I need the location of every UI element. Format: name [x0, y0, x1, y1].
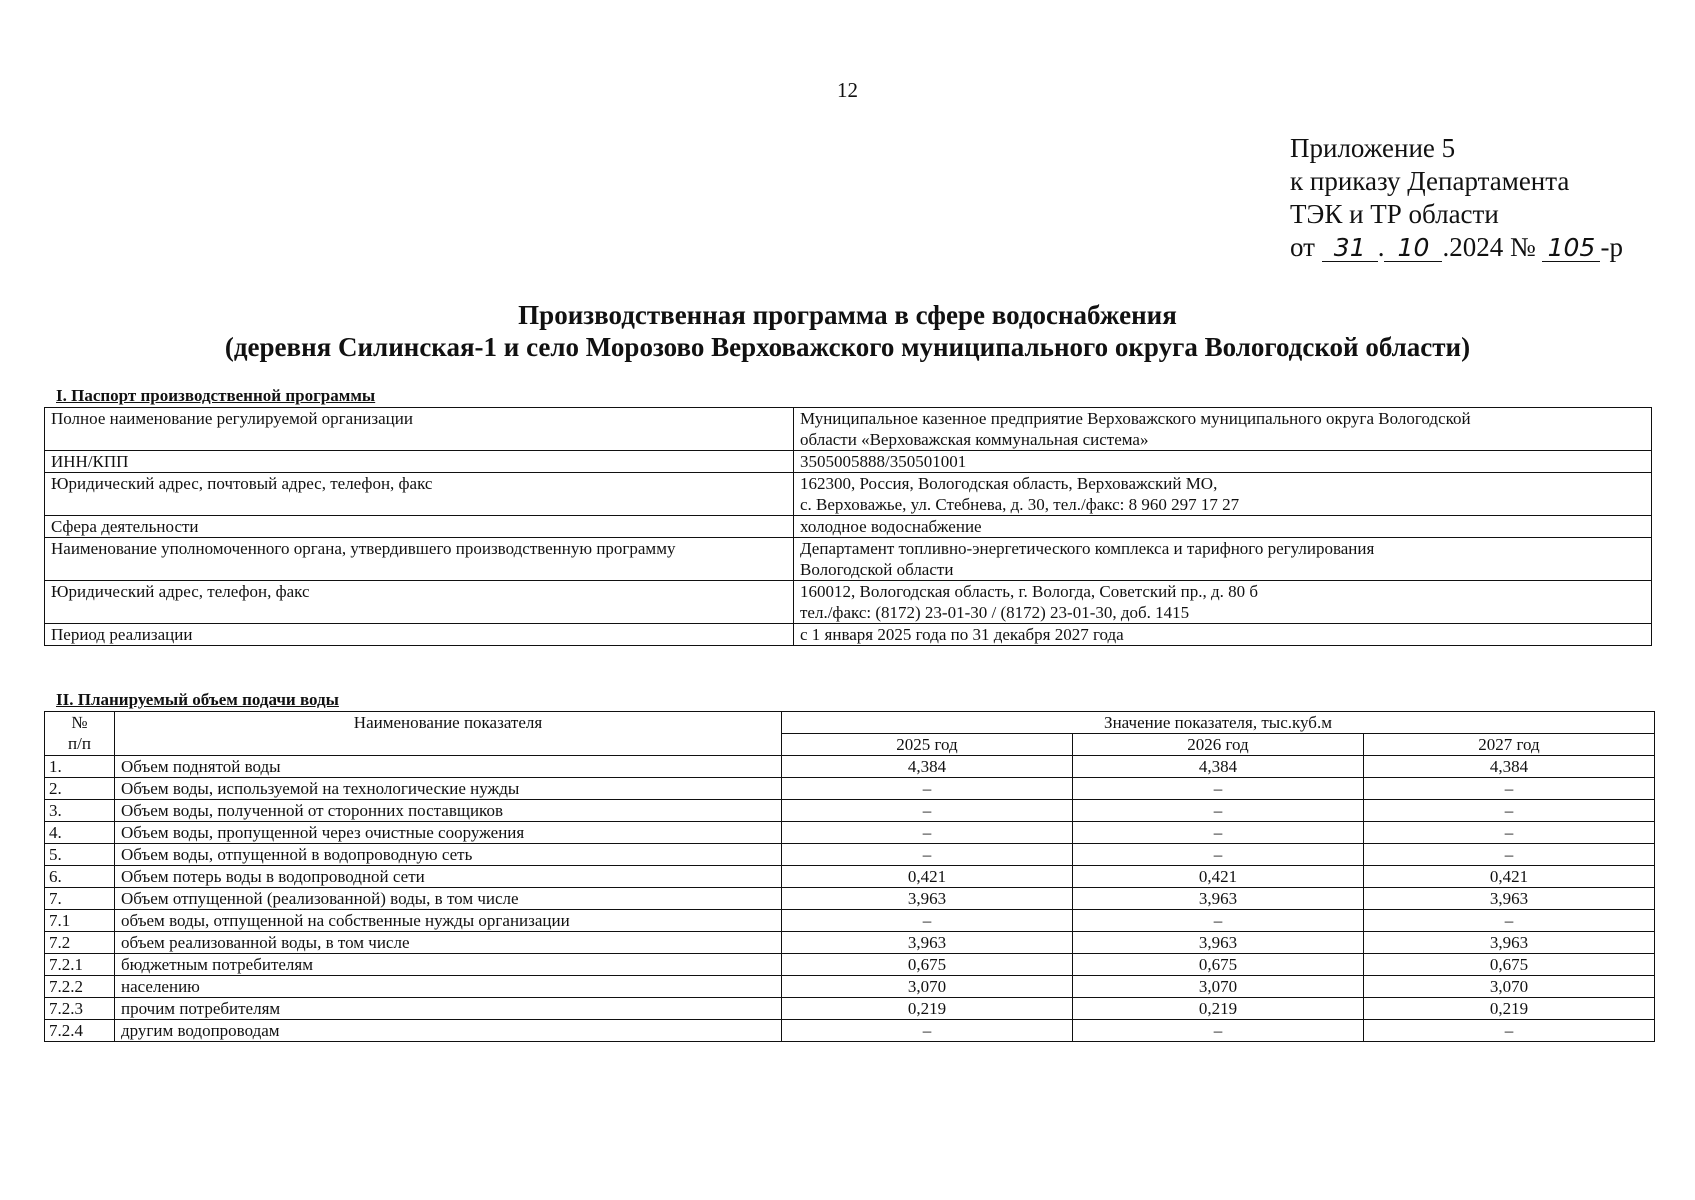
appendix-line-1: Приложение 5 — [1290, 133, 1456, 163]
row-indicator-name: прочим потребителям — [115, 998, 782, 1020]
row-value-2: 0,219 — [1072, 998, 1363, 1020]
row-indicator-name: бюджетным потребителям — [115, 954, 782, 976]
row-value-2: – — [1072, 822, 1363, 844]
row-value-2: 0,421 — [1072, 866, 1363, 888]
col-num-header — [45, 712, 115, 756]
volume-row — [45, 756, 1655, 778]
row-number: 3. — [45, 800, 115, 822]
volume-row — [45, 932, 1655, 954]
row-value-2: – — [1072, 910, 1363, 932]
date-prefix: от — [1290, 232, 1315, 262]
appendix-date-line — [1290, 231, 1623, 264]
passport-label: Полное наименование регулируемой организации — [45, 408, 794, 451]
page-number: 12 — [837, 78, 858, 102]
row-value-3: – — [1363, 822, 1654, 844]
volume-row — [45, 800, 1655, 822]
row-value-1: 3,963 — [782, 888, 1073, 910]
row-value-2: 4,384 — [1072, 756, 1363, 778]
row-value-1: – — [782, 910, 1073, 932]
row-indicator-name: Объем воды, пропущенной через очистные сооружения — [115, 822, 782, 844]
row-value-1: – — [782, 800, 1073, 822]
year-header: 2027 год — [1363, 734, 1654, 756]
row-value-1: – — [782, 822, 1073, 844]
passport-label: ИНН/КПП — [45, 451, 794, 473]
passport-value — [794, 473, 1652, 516]
col-values-header: Значение показателя, тыс.куб.м — [782, 712, 1655, 734]
volume-heading: II. Планируемый объем подачи воды — [56, 690, 339, 709]
row-number: 7.2.4 — [45, 1020, 115, 1042]
row-number: 4. — [45, 822, 115, 844]
row-value-2: – — [1072, 778, 1363, 800]
row-value-1: – — [782, 778, 1073, 800]
row-number: 6. — [45, 866, 115, 888]
row-value-2: – — [1072, 844, 1363, 866]
passport-label: Сфера деятельности — [45, 516, 794, 538]
passport-value — [794, 581, 1652, 624]
passport-row — [45, 408, 1652, 451]
passport-value-line2: области «Верховажская коммунальная система» — [800, 430, 1149, 449]
passport-value-line2: с. Верховажье, ул. Стебнева, д. 30, тел./факс: 8 960 297 17 27 — [800, 495, 1240, 514]
row-value-2: – — [1072, 800, 1363, 822]
row-indicator-name: Объем воды, используемой на технологические нужды — [115, 778, 782, 800]
row-value-3: 3,963 — [1363, 932, 1654, 954]
handwritten-order-number: 105 — [1542, 235, 1600, 262]
passport-value-line1: холодное водоснабжение — [800, 517, 982, 536]
row-value-1: 4,384 — [782, 756, 1073, 778]
passport-value-line1: с 1 января 2025 года по 31 декабря 2027 года — [800, 625, 1124, 644]
row-value-3: – — [1363, 910, 1654, 932]
passport-value — [794, 624, 1652, 646]
appendix-block — [1290, 132, 1623, 264]
row-number: 7.2.3 — [45, 998, 115, 1020]
passport-heading: I. Паспорт производственной программы — [56, 386, 376, 405]
date-year: .2024 № — [1442, 232, 1536, 262]
row-indicator-name: населению — [115, 976, 782, 998]
col-num-header-line2: п/п — [68, 734, 91, 753]
passport-row — [45, 451, 1652, 473]
row-value-3: 3,963 — [1363, 888, 1654, 910]
passport-value — [794, 408, 1652, 451]
passport-label: Юридический адрес, телефон, факс — [45, 581, 794, 624]
row-value-2: 3,963 — [1072, 932, 1363, 954]
passport-row — [45, 473, 1652, 516]
volume-row — [45, 910, 1655, 932]
passport-label: Период реализации — [45, 624, 794, 646]
volume-row — [45, 976, 1655, 998]
row-number: 7.2 — [45, 932, 115, 954]
row-number: 7.2.1 — [45, 954, 115, 976]
passport-value-line1: 162300, Россия, Вологодская область, Верховажский МО, — [800, 474, 1218, 493]
row-value-2: 3,963 — [1072, 888, 1363, 910]
row-value-3: – — [1363, 800, 1654, 822]
passport-row — [45, 538, 1652, 581]
row-indicator-name: объем воды, отпущенной на собственные нужды организации — [115, 910, 782, 932]
passport-row — [45, 516, 1652, 538]
row-number: 7.2.2 — [45, 976, 115, 998]
col-name-header: Наименование показателя — [115, 712, 782, 756]
passport-value — [794, 538, 1652, 581]
volume-row — [45, 954, 1655, 976]
row-number: 5. — [45, 844, 115, 866]
passport-row — [45, 624, 1652, 646]
passport-value — [794, 516, 1652, 538]
row-value-3: – — [1363, 1020, 1654, 1042]
col-num-header-line1: № — [71, 713, 88, 732]
row-number: 7. — [45, 888, 115, 910]
year-header: 2025 год — [782, 734, 1073, 756]
document-subtitle: (деревня Силинская-1 и село Морозово Верховажского муниципального округа Вологодской области) — [224, 332, 1471, 362]
volume-row — [45, 844, 1655, 866]
volume-table — [44, 711, 1655, 1042]
row-value-1: 0,219 — [782, 998, 1073, 1020]
row-value-1: 0,675 — [782, 954, 1073, 976]
passport-label: Юридический адрес, почтовый адрес, телефон, факс — [45, 473, 794, 516]
passport-row — [45, 581, 1652, 624]
row-indicator-name: Объем отпущенной (реализованной) воды, в том числе — [115, 888, 782, 910]
row-value-3: 4,384 — [1363, 756, 1654, 778]
row-number: 2. — [45, 778, 115, 800]
row-indicator-name: Объем воды, отпущенной в водопроводную сеть — [115, 844, 782, 866]
volume-row — [45, 998, 1655, 1020]
volume-row — [45, 1020, 1655, 1042]
row-value-3: 0,675 — [1363, 954, 1654, 976]
volume-row — [45, 888, 1655, 910]
year-header: 2026 год — [1072, 734, 1363, 756]
row-value-3: 0,219 — [1363, 998, 1654, 1020]
passport-value — [794, 451, 1652, 473]
passport-table — [44, 407, 1652, 646]
passport-value-line1: Муниципальное казенное предприятие Верховажского муниципального округа Вологодской — [800, 409, 1471, 428]
document-title: Производственная программа в сфере водоснабжения — [518, 300, 1177, 330]
row-indicator-name: объем реализованной воды, в том числе — [115, 932, 782, 954]
volume-row — [45, 866, 1655, 888]
volume-row — [45, 822, 1655, 844]
appendix-line-2: к приказу Департамента — [1290, 166, 1570, 196]
appendix-line-3: ТЭК и ТР области — [1290, 199, 1499, 229]
row-indicator-name: другим водопроводам — [115, 1020, 782, 1042]
passport-value-line1: Департамент топливно-энергетического комплекса и тарифного регулирования — [800, 539, 1375, 558]
order-suffix: -р — [1600, 232, 1623, 262]
row-value-2: 0,675 — [1072, 954, 1363, 976]
row-value-2: 3,070 — [1072, 976, 1363, 998]
passport-value-line2: тел./факс: (8172) 23-01-30 / (8172) 23-01-30, доб. 1415 — [800, 603, 1190, 622]
row-value-1: 3,963 — [782, 932, 1073, 954]
passport-value-line1: 160012, Вологодская область, г. Вологда, Советский пр., д. 80 б — [800, 582, 1259, 601]
row-value-2: – — [1072, 1020, 1363, 1042]
row-number: 1. — [45, 756, 115, 778]
row-number: 7.1 — [45, 910, 115, 932]
row-indicator-name: Объем потерь воды в водопроводной сети — [115, 866, 782, 888]
row-value-3: – — [1363, 778, 1654, 800]
row-value-1: – — [782, 1020, 1073, 1042]
passport-value-line1: 3505005888/350501001 — [800, 452, 967, 471]
row-indicator-name: Объем воды, полученной от сторонних поставщиков — [115, 800, 782, 822]
passport-label: Наименование уполномоченного органа, утвердившего производственную программу — [45, 538, 794, 581]
row-value-1: 0,421 — [782, 866, 1073, 888]
handwritten-month: 10 — [1384, 235, 1442, 262]
row-value-3: 3,070 — [1363, 976, 1654, 998]
handwritten-day: 31 — [1322, 235, 1378, 262]
volume-row — [45, 778, 1655, 800]
row-value-1: 3,070 — [782, 976, 1073, 998]
date-dot: . — [1377, 232, 1385, 262]
row-value-1: – — [782, 844, 1073, 866]
row-indicator-name: Объем поднятой воды — [115, 756, 782, 778]
row-value-3: 0,421 — [1363, 866, 1654, 888]
row-value-3: – — [1363, 844, 1654, 866]
passport-value-line2: Вологодской области — [800, 560, 954, 579]
